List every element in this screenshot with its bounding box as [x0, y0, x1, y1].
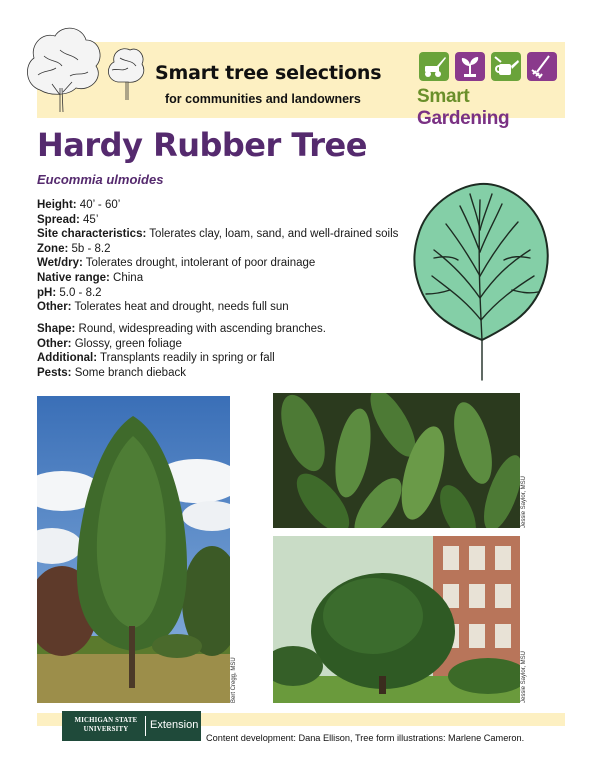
- photo-credit-tree: Bert Cregg, MSU: [231, 657, 237, 703]
- attr-other: Other: Tolerates heat and drought, needs full sun: [37, 301, 289, 314]
- photo-credit-building: Jessie Saylor, MSU: [521, 650, 527, 703]
- smart-gardening-logo: Smart Gardening: [417, 86, 510, 129]
- tree-form-illustration: [410, 180, 555, 385]
- attr-spread: Spread: 45’: [37, 213, 99, 226]
- attribute-list-secondary: [37, 322, 427, 380]
- footer-credits: Content development: Dana Ellison, Tree form illustrations: Marlene Cameron.: [206, 733, 525, 743]
- attr-pests: Pests: Some branch dieback: [37, 366, 186, 379]
- attr-other-foliage: Other: Glossy, green foliage: [37, 337, 182, 350]
- attr-native-range: Native range: China: [37, 271, 144, 284]
- attr-ph: pH: 5.0 - 8.2: [37, 286, 102, 299]
- tree-sketch-icon: [20, 20, 145, 115]
- page-title: Hardy Rubber Tree: [37, 126, 367, 164]
- attr-shape: Shape: Round, widespreading with ascending branches.: [37, 323, 326, 335]
- attribute-list-primary: [37, 198, 427, 315]
- attr-site-characteristics: Site characteristics: Tolerates clay, loam, sand, and well-drained soils: [37, 228, 399, 241]
- photo-credit-foliage: Jessie Saylor, MSU: [521, 475, 527, 528]
- msu-extension-logo: MICHIGAN STATE UNIVERSITY Extension: [62, 711, 201, 741]
- sprout-icon: [455, 52, 485, 81]
- attr-height: Height: 40’ - 60’: [37, 199, 121, 211]
- mower-icon: [419, 52, 449, 81]
- photo-tree-by-building: [273, 536, 520, 703]
- rake-icon: [527, 52, 557, 81]
- photo-whole-tree: [37, 396, 230, 703]
- attr-wet-dry: Wet/dry: Tolerates drought, intolerant of poor drainage: [37, 257, 316, 270]
- watering-can-icon: [491, 52, 521, 81]
- attr-zone: Zone: 5b - 8.2: [37, 242, 111, 255]
- header-subtitle: for communities and landowners: [165, 92, 361, 106]
- header-title: Smart tree selections: [155, 62, 382, 84]
- photo-foliage: [273, 393, 520, 528]
- scientific-name: Eucommia ulmoides: [37, 172, 164, 187]
- attr-additional: Additional: Transplants readily in spring or fall: [37, 352, 275, 365]
